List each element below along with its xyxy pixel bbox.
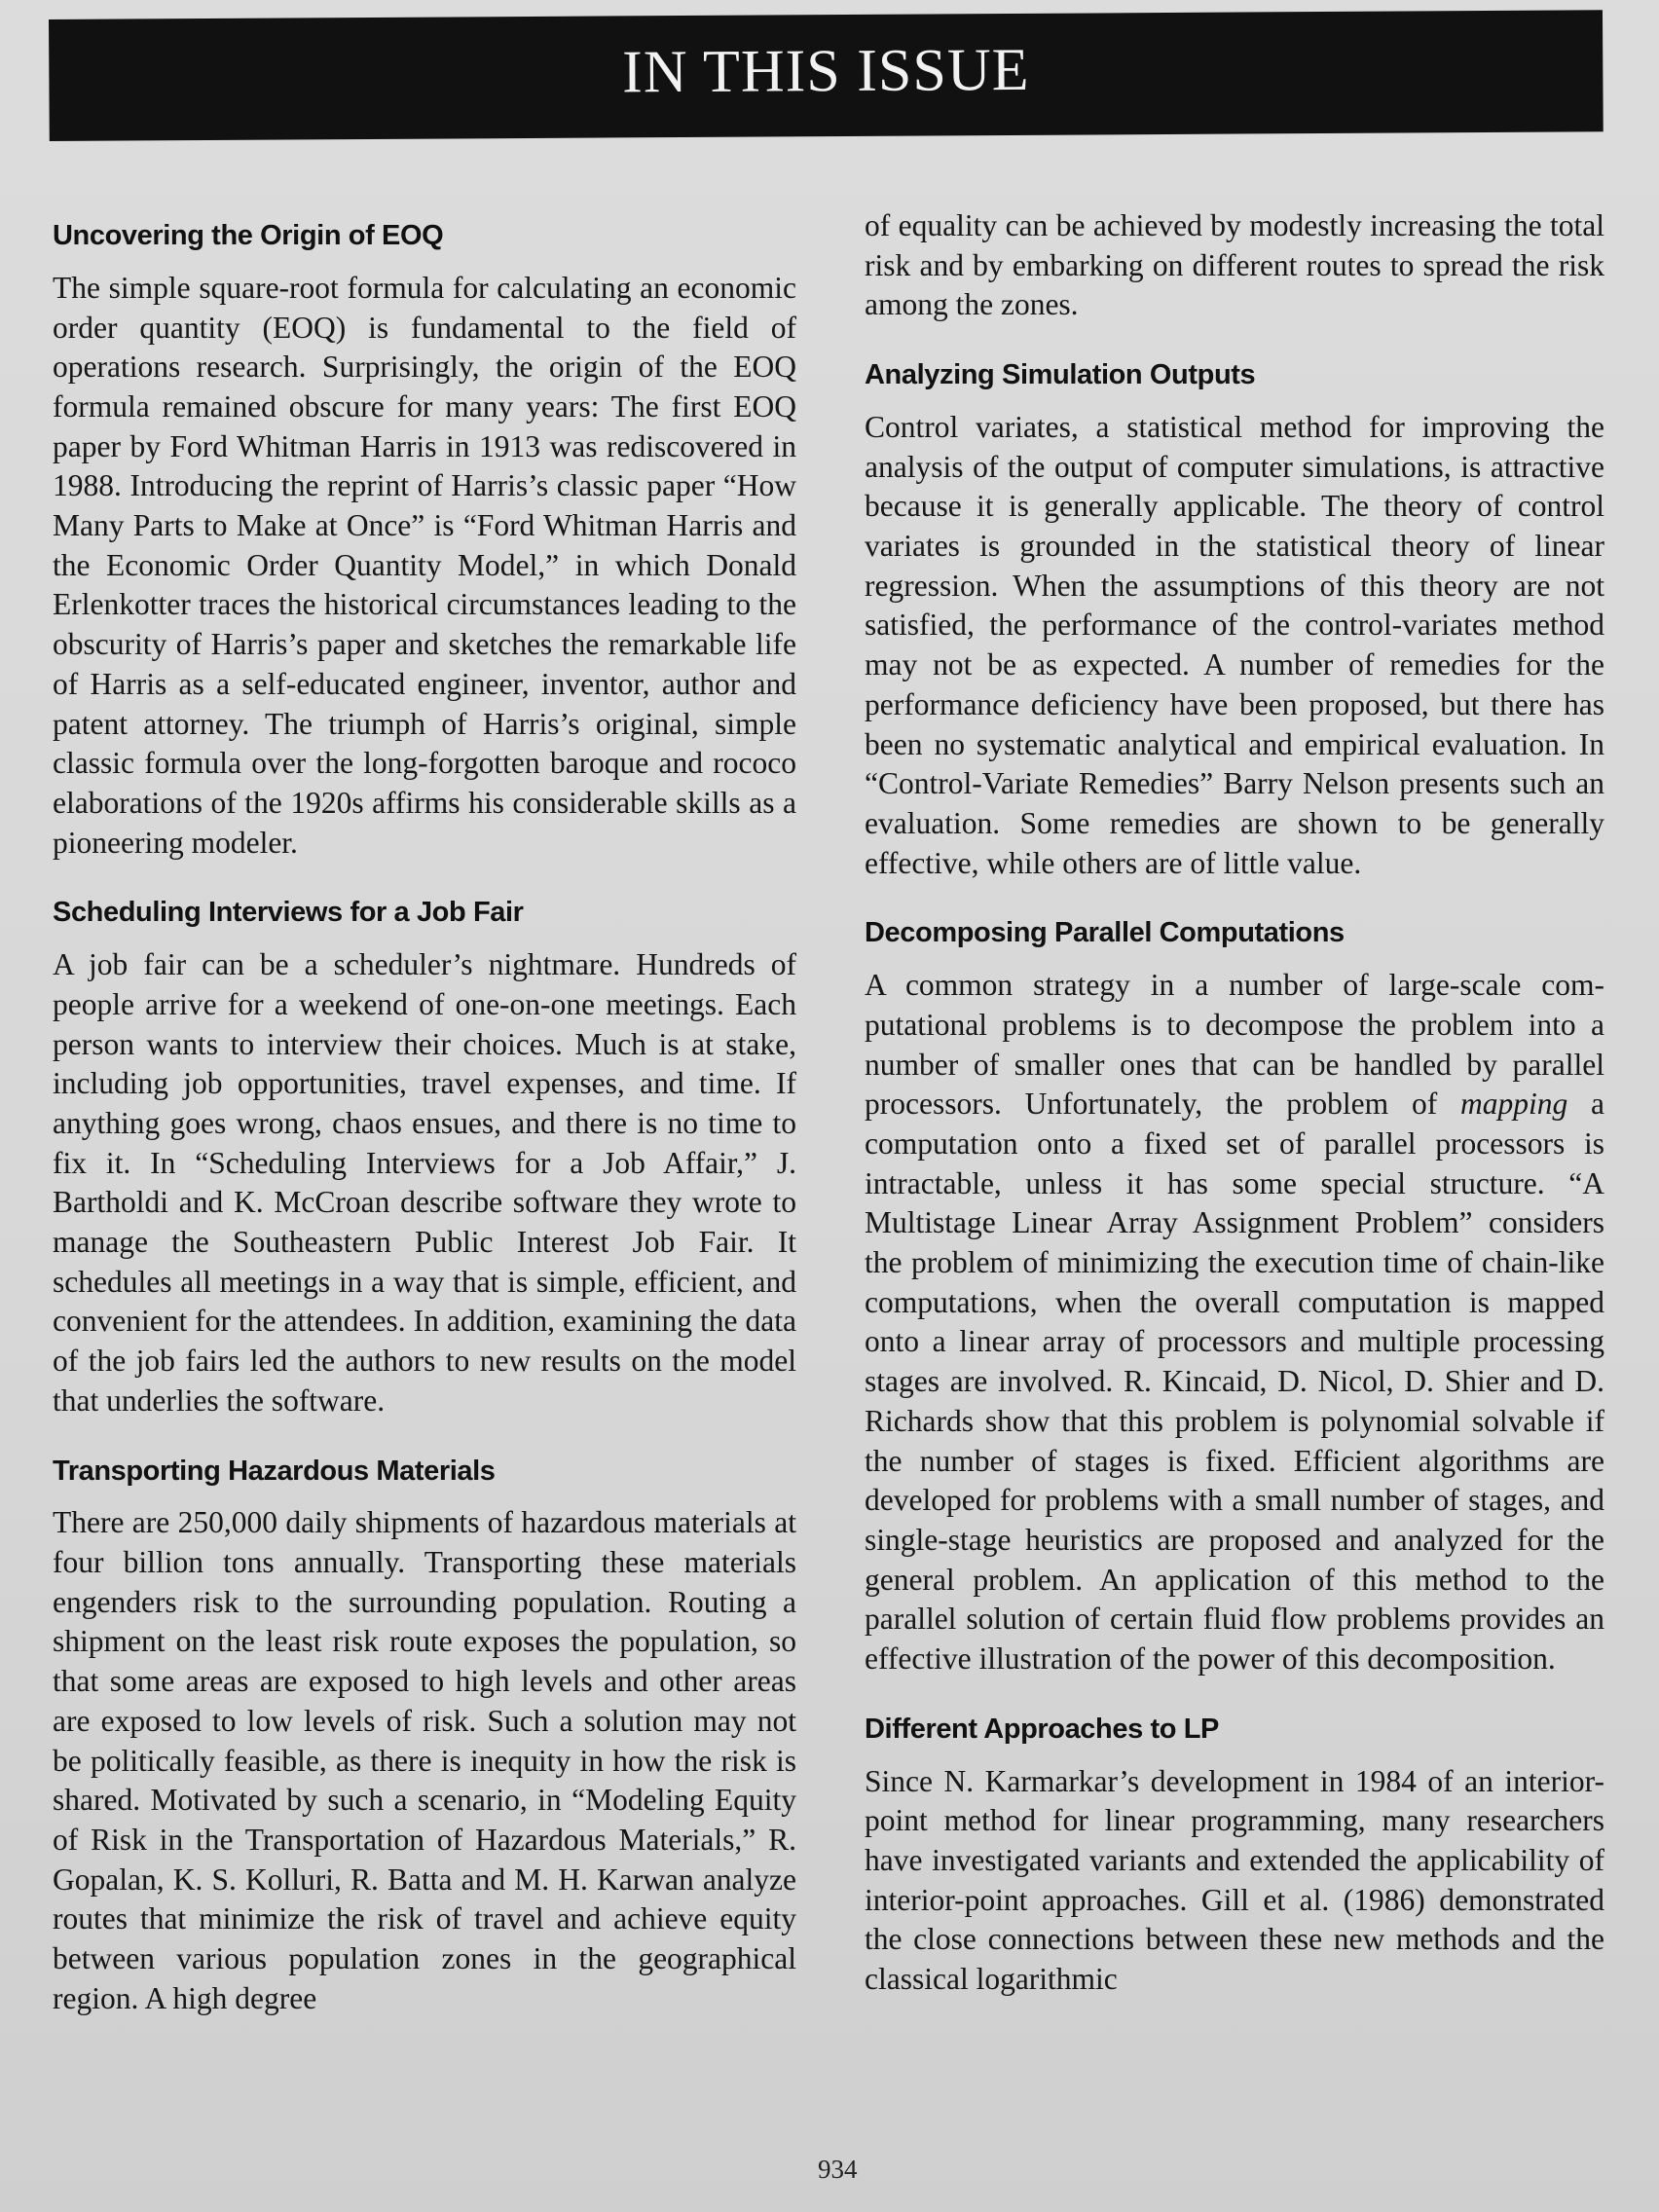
section-heading: Different Approaches to LP	[865, 1713, 1219, 1745]
right-column	[865, 206, 1604, 2033]
section-heading: Scheduling Interviews for a Job Fair	[53, 897, 524, 929]
article-summary-job-fair	[53, 896, 796, 1420]
body-text: a computation onto a fixed set of parallel processors is intractable, unless it has some special structure. “A Multistage Linear Array Assignment Problem” considers the problem of minimizing the execution time of chain-like computations, when the overall computation is mapped onto a linear array of processors and multiple processing stages are involved. R. Kincaid, D. Nicol, D. Shier and D. Richards show that this problem is polynomial solvable if the number of stages is fixed. Efficient algorithms are developed for problems with a small number of stages, and single-stage heuristics are proposed and analyzed for the general problem. An application of this method to the parallel solution of certain fluid flow problems provides an effective illustration of the power of this decomposition.	[865, 1087, 1604, 1677]
section-body: The simple square-root formula for calculating an economic order quantity (EOQ) is fundamental to the field of operations research. Surprisingly, the origin of the EOQ formula remained obscure for many years: The first EOQ paper by Ford Whitman Harris in 1913 was rediscovered in 1988. Introducing the reprint of Harris’s classic paper “How Many Parts to Make at Once” is “Ford Whitman Harris and the Economic Order Quantity Model,” in which Donald Erlenkotter traces the historical circumstances leading to the obscurity of Harris’s paper and sketches the remarkable life of Harris as a self-educated engineer, inventor, author and patent attorney. The triumph of Harris’s original, simple classic formula over the long-forgotten baroque and rococo elaborations of the 1920s affirms his considerable skills as a pioneering modeler.	[53, 270, 796, 860]
section-body	[865, 966, 1604, 1679]
page-number: 934	[818, 2155, 858, 2184]
article-summary-simulation-outputs	[865, 358, 1604, 883]
section-heading: Uncovering the Origin of EOQ	[53, 220, 444, 251]
article-summary-continuation	[865, 206, 1604, 325]
section-body: A job fair can be a scheduler’s nightmare. Hundreds of people arrive for a weekend of one-on-one meetings. Each person wants to interview their choices. Much is at stake, including job opportunities, travel expenses, and time. If anything goes wrong, chaos ensues, and there is no time to fix it. In “Scheduling Interviews for a Job Affair,” J. Bartholdi and K. McCroan describe software they wrote to manage the Southeastern Public Interest Job Fair. It schedules all meetings in a way that is simple, efficient, and convenient for the attendees. In addition, examining the data of the job fairs led the authors to new results on the model that underlies the software.	[53, 947, 796, 1418]
section-body: Control variates, a statistical method for improving the analysis of the output of computer simulations, is attractive because it is generally applicable. The theory of control variates is grounded in the statistical theory of linear regression. When the assumptions of this theory are not satisfied, the performance of the control-variates method may not be as expected. A number of remedies for the performance deficiency have been proposed, but there has been no systematic analytical and empirical evaluation. In “Control-Variate Remedies” Barry Nelson presents such an evaluation. Some remedies are shown to be generally effective, while others are of little value.	[865, 409, 1604, 880]
in-this-issue-banner	[49, 10, 1604, 141]
section-heading: Analyzing Simulation Outputs	[865, 359, 1256, 391]
section-body: There are 250,000 daily shipments of hazardous materials at four billion tons annually. Transporting these materials engenders risk to the surrounding population. Routing a shipment on the least risk route exposes the population, so that some areas are exposed to high levels and other areas are exposed to low levels of risk. Such a solution may not be politically feasible, as there is inequity in how the risk is shared. Motivated by such a scenario, in “Modeling Equity of Risk in the Transportation of Hazardous Materials,” R. Gopalan, K. S. Kolluri, R. Batta and M. H. Karwan analyze routes that minimize the risk of travel and achieve equity between various population zones in the geographical region. A high degree	[53, 1505, 796, 2015]
article-summary-parallel-computations	[865, 916, 1604, 1678]
section-heading: Transporting Hazardous Materials	[53, 1455, 496, 1487]
article-summary-hazardous-materials	[53, 1455, 796, 2019]
italic-term: mapping	[1459, 1087, 1568, 1122]
body-text: A common strategy in a number of large-scale computational problems is to decompose the problem into a number of smaller ones that can be handled by parallel processors. Unfortunately, the problem of	[865, 968, 1604, 1122]
section-body-continued: of equality can be achieved by modestly increasing the total risk and by embarking on different routes to spread the risk among the zones.	[865, 208, 1604, 322]
section-heading: Decomposing Parallel Computations	[865, 917, 1345, 949]
article-summary-lp-approaches	[865, 1713, 1604, 2000]
left-column	[53, 219, 796, 2052]
page-title: IN THIS ISSUE	[621, 36, 1030, 106]
article-summary-eoq	[53, 219, 796, 863]
section-body: Since N. Karmarkar’s development in 1984 of an interior-point method for linear programming, many researchers have investigated variants and extended the applicability of interior-point approaches. Gill et al. (1986) demonstrated the close connections between these new methods and the classical logarithmic	[865, 1763, 1604, 1997]
